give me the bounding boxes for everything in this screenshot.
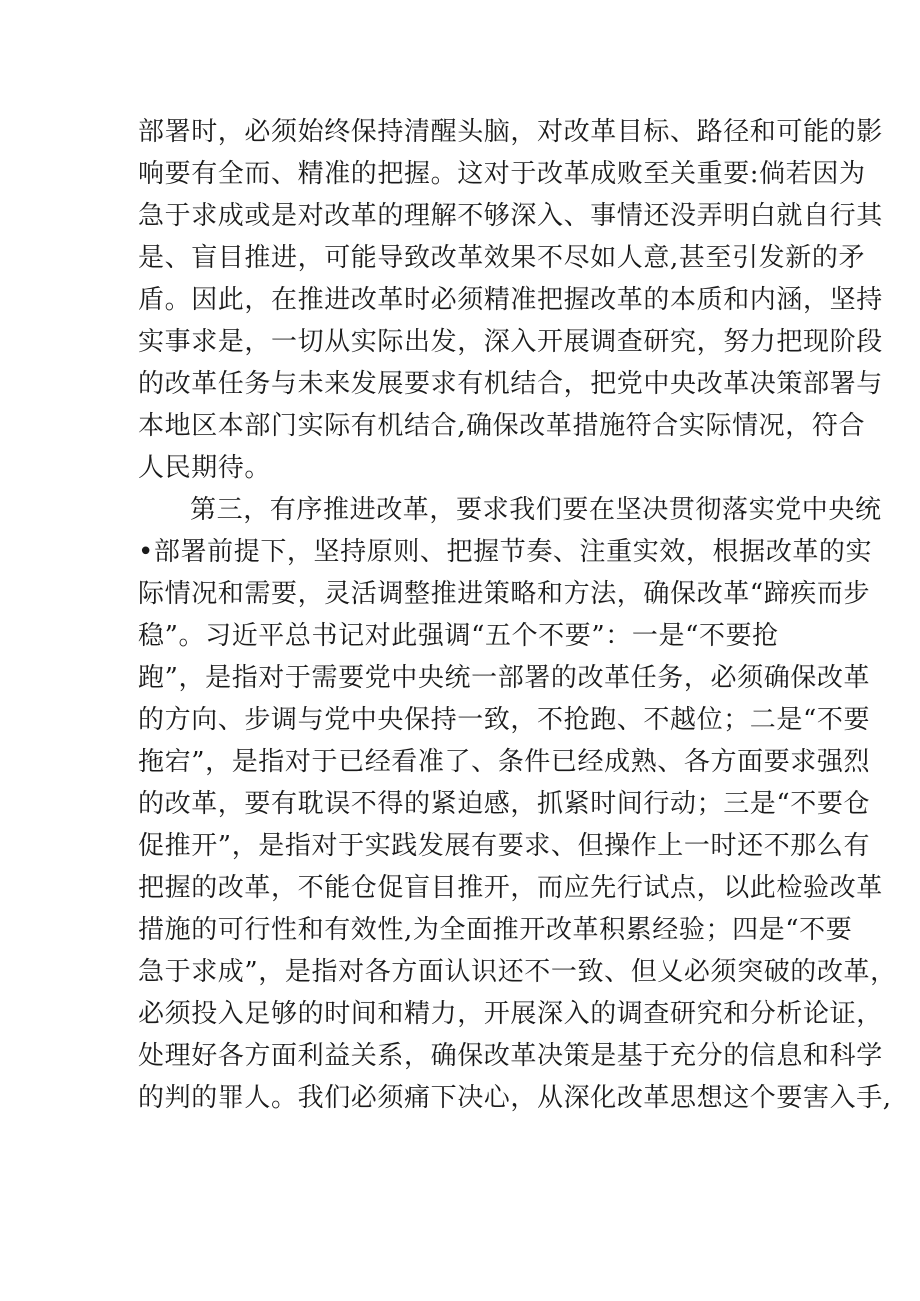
- text-line: 盾。因此，在推进改革时必须精准把握改革的本质和内涵，坚持: [138, 285, 883, 315]
- text-line: 措施的可行性和有效性,为全面推开改革积累经验；四是“不要: [138, 915, 853, 945]
- text-line: 部署时，必须始终保持清醒头脑，对改革目标、路径和可能的影: [138, 117, 883, 147]
- text-line: 第三，有序推进改革，要求我们要在坚决贯彻落实党中央统: [190, 495, 882, 525]
- text-line: 实事求是，一切从实际出发，深入开展调查研究，努力把现阶段: [138, 327, 883, 357]
- text-line: 促推开”，是指对于实践发展有要求、但操作上一时还不那么有: [138, 831, 871, 861]
- text-line: 急于求成或是对改革的理解不够深入、事情还没弄明白就自行其: [138, 201, 883, 231]
- text-line: 处理好各方面利益关系，确保改革决策是基于充分的信息和科学: [138, 1041, 883, 1071]
- text-line: 人民期待。: [138, 453, 272, 483]
- document-body: [138, 111, 897, 1119]
- text-line: 的改革任务与未来发展要求有机结合，把党中央改革决策部署与: [138, 369, 883, 399]
- paragraph-1: [138, 111, 883, 489]
- text-line: 的方向、步调与党中央保持一致，不抢跑、不越位；二是“不要: [138, 705, 871, 735]
- text-line: 跑”，是指对于需要党中央统一部署的改革任务，必须确保改革: [138, 663, 871, 693]
- text-line: 急于求成”，是指对各方面认识还不一致、但乂必须突破的改革，: [138, 957, 897, 987]
- text-line: 把握的改革，不能仓促盲目推开，而应先行试点，以此检验改革: [138, 873, 883, 903]
- text-line: 响要有全而、精准的把握。这对于改革成败至关重要:倘若因为: [138, 159, 866, 189]
- text-line: 是、盲目推进，可能导致改革效果不尽如人意,甚至引发新的矛: [138, 243, 866, 273]
- text-line: 拖宕”，是指对于已经看准了、条件已经成熟、各方面要求强烈: [138, 747, 871, 777]
- text-line: •部署前提下，坚持原则、把握节奏、注重实效，根据改革的实: [138, 537, 873, 567]
- text-line: 稳”。习近平总书记对此强调“五个不要”：一是“不要抢: [138, 621, 779, 651]
- text-line: 必须投入足够的时间和精力，开展深入的调查研究和分析论证，: [138, 999, 883, 1029]
- text-line: 本地区本部门实际有机结合,确保改革措施符合实际情况，符合: [138, 411, 866, 441]
- text-line: 际情况和需要，灵活调整推进策略和方法，确保改革“蹄疾而步: [138, 579, 871, 609]
- text-line: 的改革，要有耽误不得的紧迫感，抓紧时间行动；三是“不要仓: [138, 789, 871, 819]
- text-line: 的判的罪人。我们必须痛下决心，从深化改革思想这个要害入手,: [138, 1083, 892, 1113]
- paragraph-2: [138, 489, 897, 1119]
